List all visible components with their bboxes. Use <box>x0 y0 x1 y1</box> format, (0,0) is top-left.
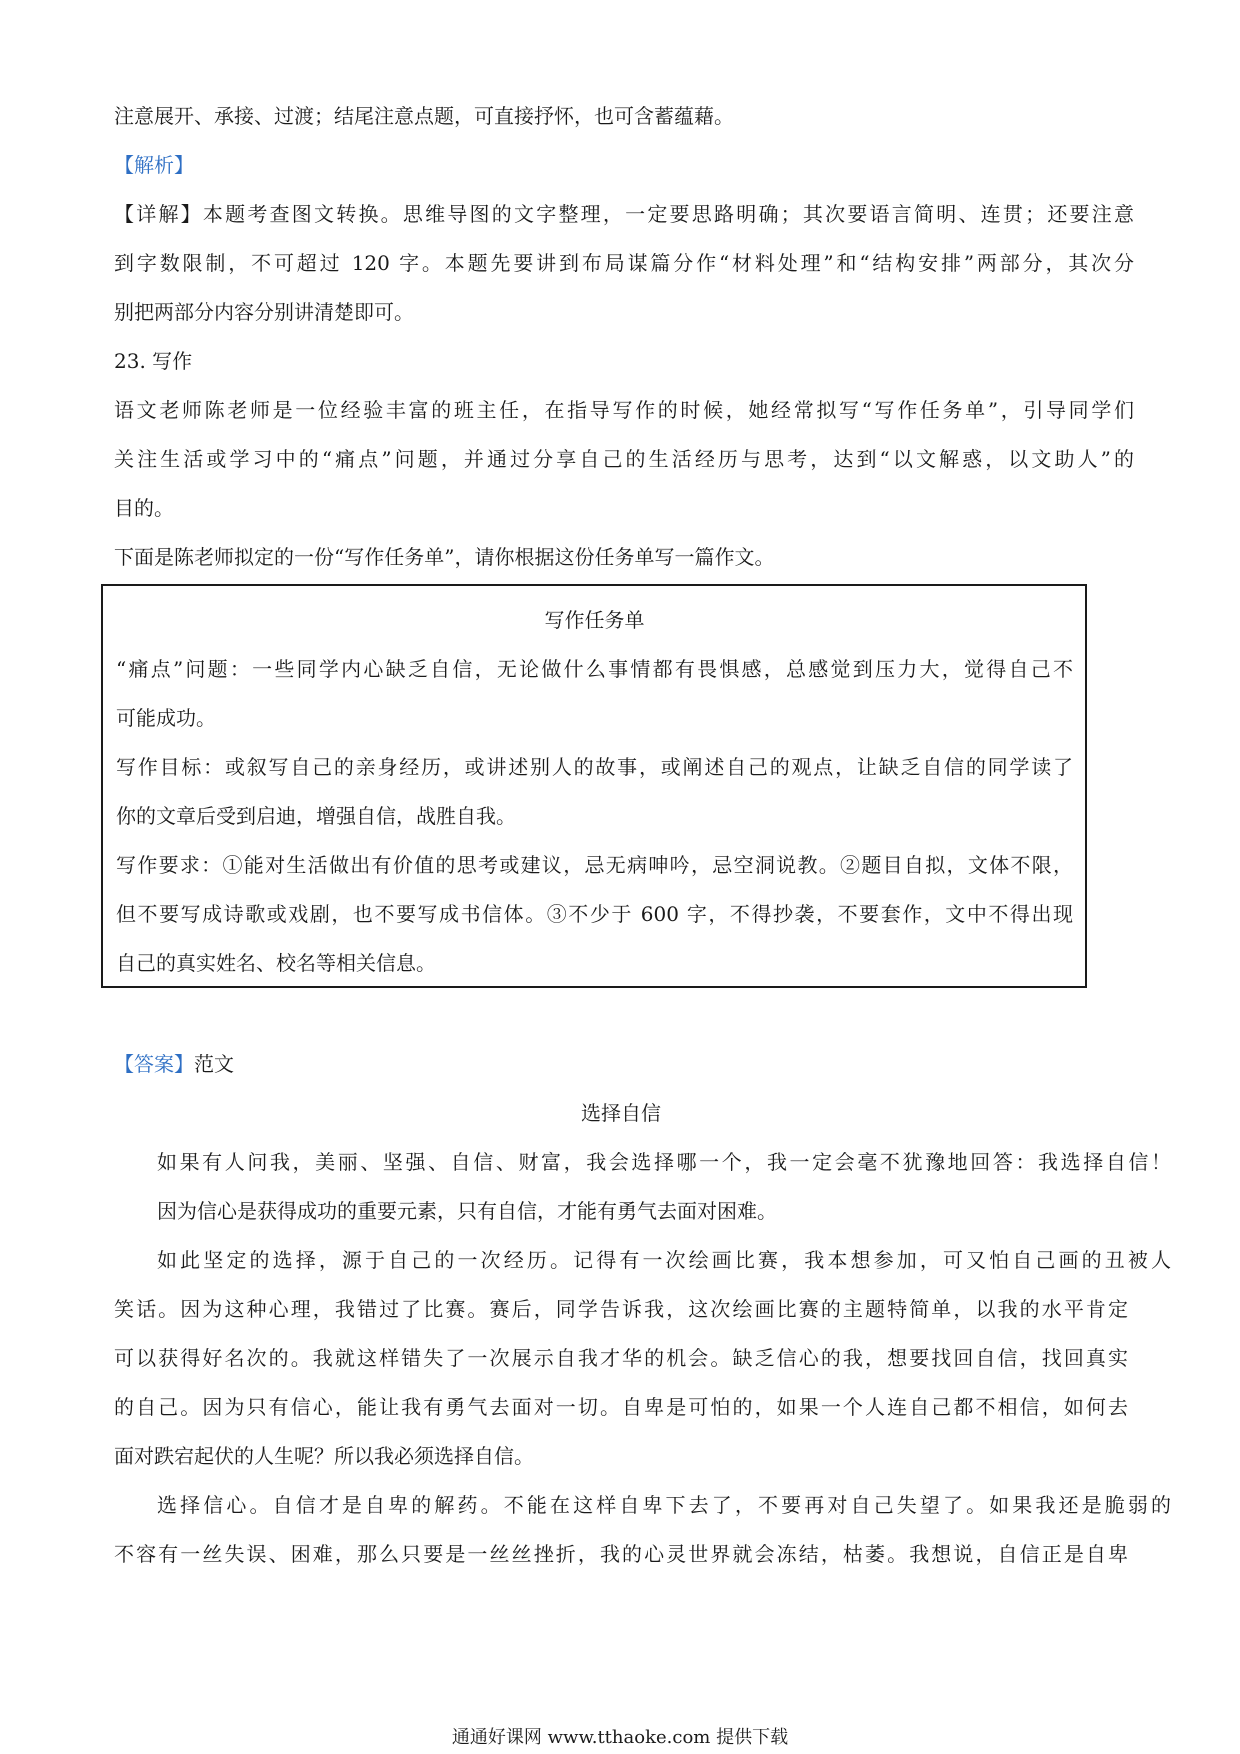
detail-line: 【详解】本题考查图文转换。思维导图的文字整理，一定要思路明确；其次要语言简明、连贯；还要注意 <box>114 202 1134 226</box>
task-goal-line: 写作目标：或叙写自己的亲身经历，或讲述别人的故事，或阐述自己的观点，让缺乏自信的同学读了 <box>116 755 1073 779</box>
essay-title: 选择自信 <box>581 1101 661 1125</box>
essay-paragraph-line: 面对跌宕起伏的人生呢？所以我必须选择自信。 <box>114 1444 534 1468</box>
task-requirement-line: 自己的真实姓名、校名等相关信息。 <box>116 951 436 975</box>
question-intro-line: 下面是陈老师拟定的一份“写作任务单”，请你根据这份任务单写一篇作文。 <box>114 545 775 569</box>
task-goal-line: 你的文章后受到启迪，增强自信，战胜自我。 <box>116 804 516 828</box>
task-pain-point-line: 可能成功。 <box>116 706 216 730</box>
answer-label-line <box>114 1040 1128 1089</box>
question-intro-line: 语文老师陈老师是一位经验丰富的班主任，在指导写作的时候，她经常拟写“写作任务单”，引导同学们 <box>114 398 1134 422</box>
question-intro-line: 关注生活或学习中的“痛点”问题，并通过分享自己的生活经历与思考，达到“以文解惑，以文助人”的 <box>114 447 1134 471</box>
task-pain-point-line: “痛点”问题：一些同学内心缺乏自信，无论做什么事情都有畏惧感，总感觉到压力大，觉得自己不 <box>116 657 1073 681</box>
task-sheet-title: 写作任务单 <box>544 608 645 632</box>
task-sheet-box <box>101 584 1087 988</box>
detail-line: 到字数限制，不可超过 120 字。本题先要讲到布局谋篇分作“材料处理”和“结构安排”两部分，其次分 <box>114 251 1134 275</box>
page-footer: 通通好课网 www.tthaoke.com 提供下载 <box>451 1727 789 1748</box>
essay-paragraph-line: 因为信心是获得成功的重要元素，只有自信，才能有勇气去面对困难。 <box>157 1199 777 1223</box>
question-intro-line: 目的。 <box>114 496 174 520</box>
essay-paragraph-line: 如此坚定的选择，源于自己的一次经历。记得有一次绘画比赛，我本想参加，可又怕自己画的丑被人 <box>157 1248 1171 1272</box>
essay-paragraph-line: 笑话。因为这种心理，我错过了比赛。赛后，同学告诉我，这次绘画比赛的主题特简单，以我的水平肯定 <box>114 1297 1128 1321</box>
document-top <box>114 92 1134 582</box>
task-requirement-line: 但不要写成诗歌或戏剧，也不要写成书信体。③不少于 600 字，不得抄袭，不要套作，文中不得出现 <box>116 902 1073 926</box>
answer-section <box>114 1040 1171 1579</box>
paragraph-line: 注意展开、承接、过渡；结尾注意点题，可直接抒怀，也可含蓄蕴藉。 <box>114 104 734 128</box>
task-requirement-line: 写作要求：①能对生活做出有价值的思考或建议，忌无病呻吟，忌空洞说教。②题目自拟，文体不限， <box>116 853 1073 877</box>
essay-paragraph-line: 不容有一丝失误、困难，那么只要是一丝丝挫折，我的心灵世界就会冻结，枯萎。我想说，自信正是自卑 <box>114 1542 1128 1566</box>
answer-label-suffix: 范文 <box>194 1052 234 1076</box>
question-title: 23. 写作 <box>114 349 193 373</box>
analysis-label: 【解析】 <box>114 153 194 177</box>
answer-label: 【答案】 <box>114 1052 194 1076</box>
essay-paragraph-line: 如果有人问我，美丽、坚强、自信、财富，我会选择哪一个，我一定会毫不犹豫地回答：我选择自信！ <box>157 1150 1171 1174</box>
essay-paragraph-line: 选择信心。自信才是自卑的解药。不能在这样自卑下去了，不要再对自己失望了。如果我还是脆弱的 <box>157 1493 1171 1517</box>
essay-paragraph-line: 的自己。因为只有信心，能让我有勇气去面对一切。自卑是可怕的，如果一个人连自己都不相信，如何去 <box>114 1395 1128 1419</box>
essay-paragraph-line: 可以获得好名次的。我就这样错失了一次展示自我才华的机会。缺乏信心的我，想要找回自信，找回真实 <box>114 1346 1128 1370</box>
detail-line: 别把两部分内容分别讲清楚即可。 <box>114 300 414 324</box>
